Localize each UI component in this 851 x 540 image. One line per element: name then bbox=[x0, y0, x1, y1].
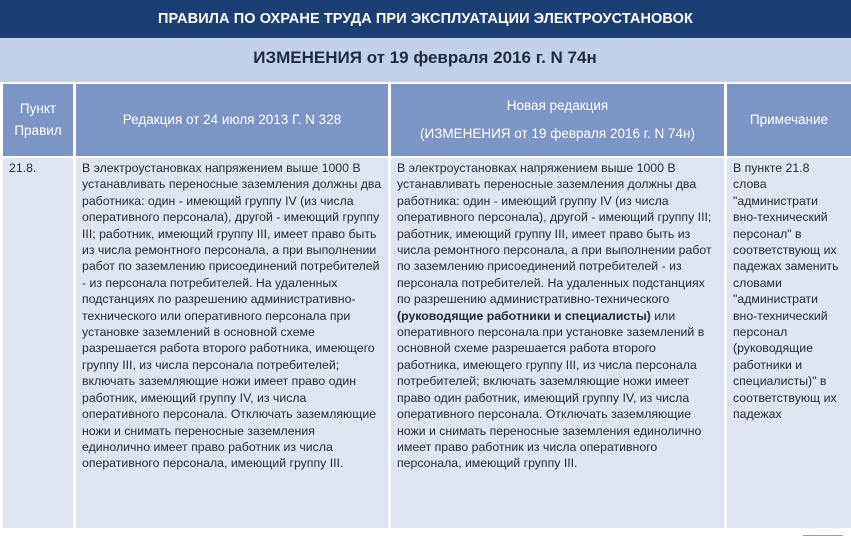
cell-new-edition bbox=[391, 158, 724, 528]
new-edition-title: Новая редакция bbox=[506, 98, 609, 113]
table-row bbox=[3, 158, 851, 528]
cell-punkt: 21.8. bbox=[3, 158, 73, 528]
col-header-punkt: Пункт Правил bbox=[3, 84, 73, 156]
col-header-new-edition bbox=[391, 84, 724, 156]
cell-old-edition: В электроустановках напряжением выше 1000 В устанавливать переносные заземления должны два работника: один - имеющий группу IV (из числа оперативного персонала), другой - имеющий группу III; работник, имеющий группу III, имеет право быть из числа ремонтного персонала, а при выполнении работ по заземлению присоединений потребителей - из персонала потребителей. На удаленных подстанциях по разрешению административно-технического или оперативного персонала при установке заземлений в основной схеме разрешается работа второго работника, имеющего группу III, из числа персонала потребителей; включать заземляющие ножи имеет право один работник, имеющий группу IV, из числа оперативного персонала. Отключать заземляющие ножи и снимать переносные заземления единолично имеет право работник из числа оперативного персонала, имеющий группу III. bbox=[76, 158, 388, 528]
comparison-table bbox=[0, 82, 851, 530]
col-header-old-edition: Редакция от 24 июля 2013 Г. N 328 bbox=[76, 84, 388, 156]
table-header-row bbox=[3, 84, 851, 156]
new-text-part1: В электроустановках напряжением выше 1000 В устанавливать переносные заземления должны два работника: один - имеющий группу IV (из числа оперативного персонала), другой - имеющий группу III; работник, имеющий группу III, имеет право быть из числа ремонтного персонала, а при выполнении работ по заземлению присоединений потребителей - из персонала потребителей. На удаленных подстанциях по разрешению административно-технического bbox=[397, 161, 712, 307]
col-header-note: Примечание bbox=[727, 84, 851, 156]
new-edition-subtitle: (ИЗМЕНЕНИЯ от 19 февраля 2016 г. N 74н) bbox=[420, 126, 695, 141]
slide-footer-line bbox=[803, 535, 843, 538]
presentation-title: ПРАВИЛА ПО ОХРАНЕ ТРУДА ПРИ ЭКСПЛУАТАЦИИ ЭЛЕКТРОУСТАНОВОК bbox=[0, 0, 851, 38]
new-text-highlight: (руководящие работники и специалисты) bbox=[397, 308, 651, 323]
new-text-part2: или оперативного персонала при установке заземлений в основной схеме разрешается работа второго работника, имеющего группу III, из числа персонала потребителей; включать заземляющие ножи имеет право один работник, имеющий группу IV, из числа оперативного персонала. Отключать заземляющие ножи и снимать переносные заземления единолично имеет право работник из числа оперативного персонала, имеющий группу III. bbox=[397, 308, 705, 471]
amendment-subtitle: ИЗМЕНЕНИЯ от 19 февраля 2016 г. N 74н bbox=[253, 48, 597, 67]
cell-note: В пункте 21.8 слова "администрати вно-технический персонал" в соответствующ их падежах заменить словами "администрати вно-технический персонал (руководящие работники и специалисты)" в соответствующ их падежах bbox=[727, 158, 851, 528]
